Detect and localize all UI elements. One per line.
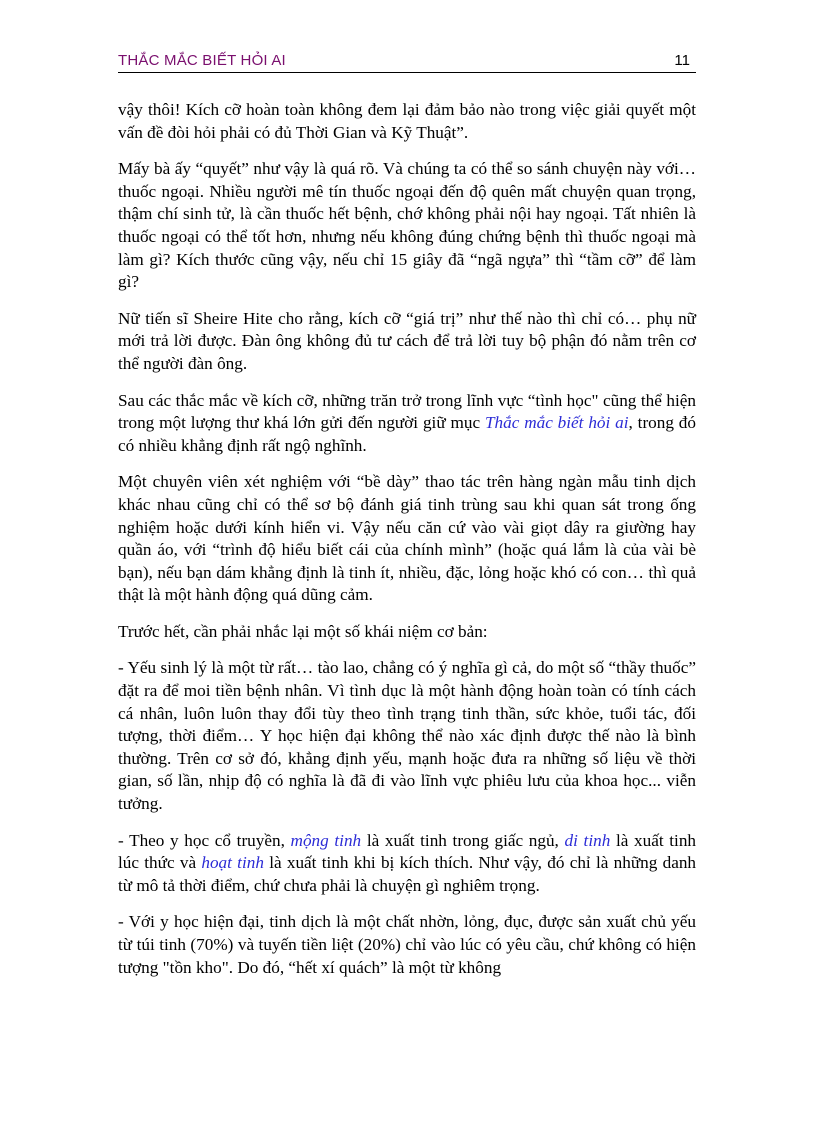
paragraph (118, 830, 696, 898)
paragraph: vậy thôi! Kích cỡ hoàn toàn không đem lại đảm bảo nào trong việc giải quyết một vấn đề đòi hỏi phải có đủ Thời Gian và Kỹ Thuật”. (118, 100, 696, 142)
paragraph (118, 390, 696, 458)
text-run: là xuất tinh trong giấc ngủ, (361, 830, 565, 850)
paragraph: Trước hết, cần phải nhắc lại một số khái niệm cơ bản: (118, 621, 488, 641)
paragraph: - Với y học hiện đại, tinh dịch là một chất nhờn, lỏng, đục, được sản xuất chủ yếu từ túi tinh (70%) và tuyến tiền liệt (20%) chỉ vào lúc có yêu cầu, chứ không có hiện tượng "tồn kho". Do đó, “hết xí quách” là một từ không (118, 912, 696, 977)
term-di-tinh: di tinh (564, 830, 611, 850)
paragraph: Một chuyên viên xét nghiệm với “bề dày” thao tác trên hàng ngàn mẫu tinh dịch khác nhau cũng chỉ có thể sơ bộ đánh giá tinh trùng sau khi quan sát trong ống nghiệm hoặc dưới kính hiển vi. Vậy nếu căn cứ vào vài giọt dây ra giường hay quần áo, với “trình độ hiểu biết cái của chính mình” (hoặc quá lắm là của vài bè bạn), nếu bạn dám khẳng định là tinh ít, nhiều, đặc, lỏng hoặc khó có con… thì quả thật là một hành động quá dũng cảm. (118, 472, 696, 605)
text-run: , trong đó có nhiều khẳng định rất ngộ nghĩnh. (118, 413, 696, 455)
body-text (118, 99, 696, 993)
column-name-highlight: Thắc mắc biết hỏi ai (484, 413, 629, 433)
paragraph: Mấy bà ấy “quyết” như vậy là quá rõ. Và chúng ta có thể so sánh chuyện này với… thuốc ngoại. Nhiều người mê tín thuốc ngoại đến độ quên mất chuyện quan trọng, thậm chí sinh tử, là cần thuốc hết bệnh, chớ không phải nội hay ngoại. Tất nhiên là thuốc ngoại có thể tốt hơn, nhưng nếu không đúng chứng bệnh thì thuốc ngoại mà làm gì? Kích thước cũng vậy, nếu chỉ 15 giây đã “ngã ngựa” thì “tầm cỡ” để làm gì? (118, 159, 696, 292)
text-run: là xuất tinh lúc thức và (118, 830, 697, 873)
running-header (118, 50, 696, 73)
text-run: - Theo y học cổ truyền, (118, 830, 291, 850)
term-hoat-tinh: hoạt tinh (201, 853, 264, 873)
paragraph: - Yếu sinh lý là một từ rất… tào lao, chẳng có ý nghĩa gì cả, do một số “thầy thuốc” đặt ra để moi tiền bệnh nhân. Vì tình dục là một hành động hoàn toàn có tính cách cá nhân, luôn luôn thay đổi tùy theo tình trạng tinh thần, sức khỏe, tuổi tác, đối tượng, thời điểm… Y học hiện đại không thể nào xác định được thế nào là bình thường. Trên cơ sở đó, khẳng định yếu, mạnh hoặc đưa ra những số liệu về thời gian, số lần, nhịp độ có nghĩa là đã đi vào lĩnh vực phiêu lưu của khoa học... viễn tưởng. (118, 658, 696, 814)
paragraph: Nữ tiến sĩ Sheire Hite cho rằng, kích cỡ “giá trị” như thế nào thì chỉ có… phụ nữ mới trả lời được. Đàn ông không đủ tư cách để trả lời tuy bộ phận đó nằm trên cơ thể người đàn ông. (118, 308, 696, 373)
text-run: là xuất tinh khi bị kích thích. Như vậy, đó chỉ là những danh từ mô tả thời điểm, chứ chưa phải là chuyện gì nghiêm trọng. (118, 853, 697, 895)
term-mong-tinh: mộng tinh (290, 830, 362, 850)
text-run: Sau các thắc mắc về kích cỡ, những trăn trở trong lĩnh vực “tình học" cũng thể hiện trong một lượng thư khá lớn gửi đến người giữ mục (118, 390, 696, 433)
page-number: 11 (674, 52, 690, 69)
header-title: THẮC MẮC BIẾT HỎI AI (118, 52, 286, 69)
